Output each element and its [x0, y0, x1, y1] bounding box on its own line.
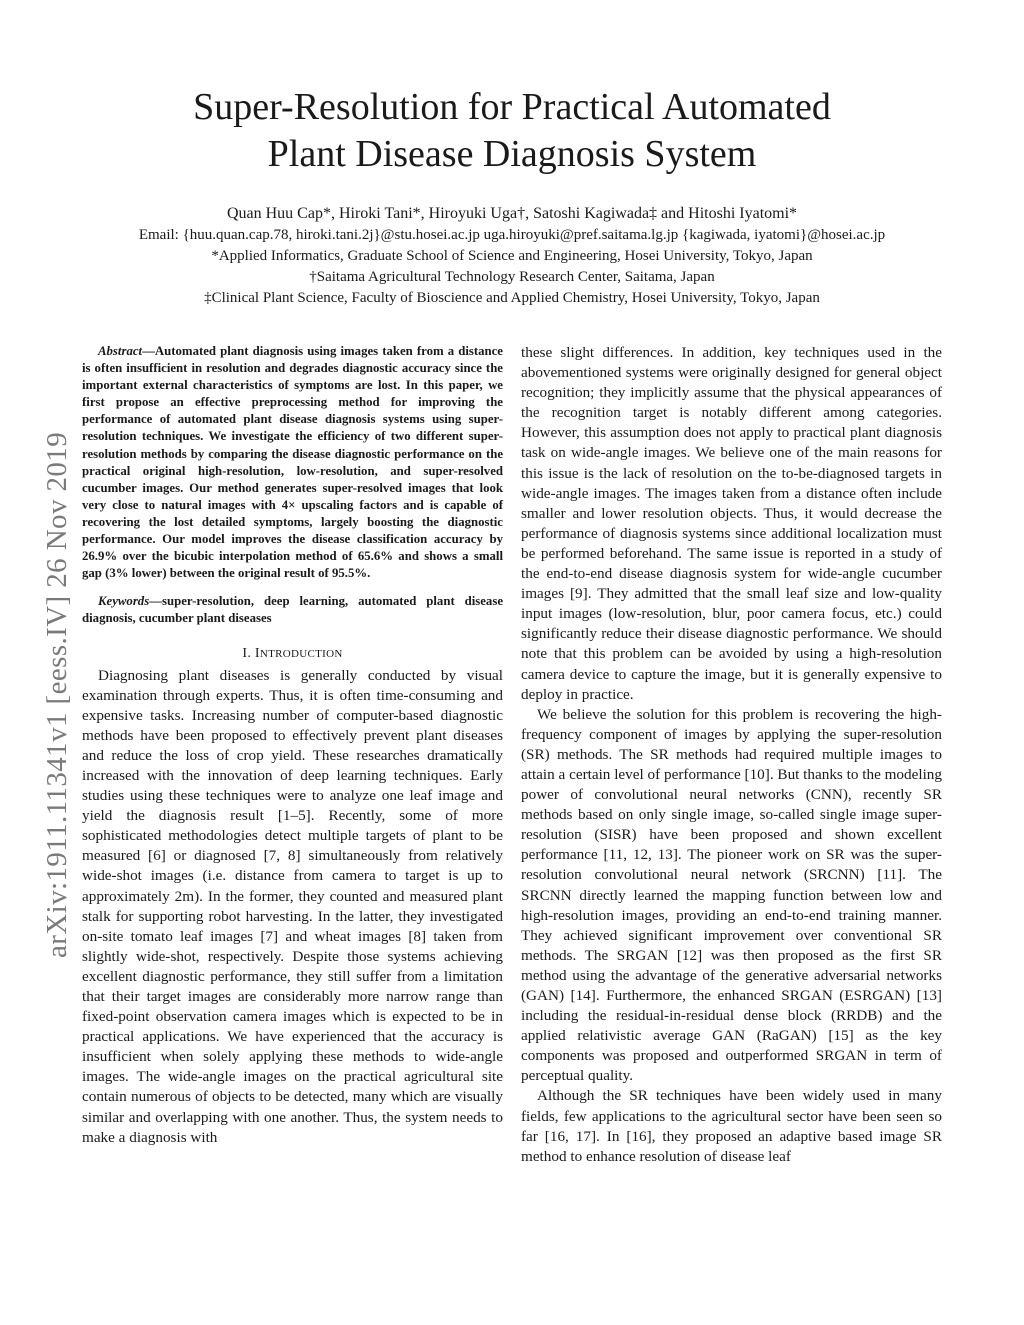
affiliation-2: †Saitama Agricultural Technology Research Center, Saitama, Japan [309, 269, 715, 285]
author-emails: Email: {huu.quan.cap.78, hiroki.tani.2j}@stu.hosei.ac.jp uga.hiroyuki@pref.saitama.lg.jp {kagiwada, iyatomi}@hosei.ac.jp [138, 227, 886, 243]
affiliation-1: *Applied Informatics, Graduate School of Science and Engineering, Hosei University, Tokyo, Japan [211, 248, 813, 264]
paper-title [0, 84, 1024, 178]
intro-paragraph-1: Diagnosing plant diseases is generally conducted by visual examination through experts. Thus, it is often time-consuming and expensive tasks. Increasing number of computer-based diagnostic methods have been proposed to effectively prevent plant diseases and reduce the loss of crop yield. These researches dramatically increased with the innovation of deep learning techniques. Early studies using these techniques were to analyze one leaf image and yield the diagnosis result [1–5]. Recently, some of more sophisticated methodologies detect multiple targets of plant to be measured [6] or diagnosed [7, 8] simultaneously from relatively wide-shot images (i.e. distance from camera to target is up to approximately 2m). In the former, they counted and measured plant stalk for supporting robot harvesting. In the latter, they investigated on-site tomato leaf images [7] and wheat images [8] taken from slightly wide-shot, respectively. Despite those systems achieving excellent diagnostic performance, they still suffer from a limitation that their target images are considerably more narrow range than fixed-point observation camera images which is expected to be in practical applications. We have experienced that the accuracy is insufficient when solely applying these methods to wide-angle images. The wide-angle images on the practical agricultural site contain numerous of objects to be detected, many which are visually similar and overlapping with one another. Thus, the system needs to make a diagnosis with [82, 666, 503, 1146]
section-heading-introduction [82, 646, 503, 662]
right-column [521, 343, 942, 1167]
section-numeral: I. [242, 645, 255, 661]
abstract-text: —Automated plant diagnosis using images taken from a distance is often insufficient in resolution and degrades diagnostic accuracy since the important external characteristics of symptoms are lost. In this paper, we first propose an effective preprocessing method for improving the performance of automated plant disease diagnosis systems using super-resolution techniques. We investigate the efficiency of two different super-resolution methods by comparing the disease diagnostic performance on the practical original high-resolution, low-resolution, and super-resolved cucumber images. Our method generates super-resolved images that look very close to natural images with 4× upscaling factors and is capable of recovering the lost detailed symptoms, largely boosting the diagnostic performance. Our model improves the disease classification accuracy by 26.9% over the bicubic interpolation method of 65.6% and shows a small gap (3% lower) between the original result of 95.5%. [82, 344, 503, 581]
keywords-text: —super-resolution, deep learning, automated plant disease diagnosis, cucumber plant diseases [82, 594, 503, 626]
intro-paragraph-1-cont: these slight differences. In addition, key techniques used in the abovementioned systems were originally designed for general object recognition; they implicitly assume that the physical appearances of the recognition target is notably different among categories. However, this assumption does not apply to practical plant diagnosis task on wide-angle images. We believe one of the main reasons for this issue is the lack of resolution on the to-be-diagnosed targets in wide-angle images. The images taken from a distance often include smaller and lower resolution objects. Thus, it would decrease the performance of diagnosis systems since additional localization must be performed beforehand. The same issue is reported in a study of the end-to-end disease diagnosis system for wide-angle cucumber images [9]. They admitted that the small leaf size and low-quality input images (low-resolution, blur, poor camera focus, etc.) could significantly reduce their disease diagnostic performance. We should note that this problem can be avoided by using a high-resolution camera device to capture the image, but it is generally expensive to deploy in practice. [521, 344, 942, 703]
abstract [82, 343, 503, 582]
title-line-1: Super-Resolution for Practical Automated [193, 86, 831, 128]
keywords-label: Keywords [98, 594, 150, 609]
author-block [0, 203, 1024, 309]
intro-paragraph-3: Although the SR techniques have been widely used in many fields, few applications to the agricultural sector have been seen so far [16, 17]. In [16], they proposed an adaptive based image SR method to enhance resolution of disease leaf [521, 1087, 942, 1165]
affiliation-3: ‡Clinical Plant Science, Faculty of Bioscience and Applied Chemistry, Hosei University, Tokyo, Japan [204, 290, 820, 306]
section-first-letter: I [254, 645, 260, 661]
arxiv-stamp: arXiv:1911.11341v1 [eess.IV] 26 Nov 2019 [41, 431, 73, 958]
left-column [82, 343, 503, 1148]
abstract-label: Abstract [98, 344, 143, 358]
keywords [82, 593, 503, 627]
intro-paragraph-2: We believe the solution for this problem is recovering the high-frequency component of images by applying the super-resolution (SR) methods. The SR methods had required multiple images to attain a certain level of performance [10]. But thanks to the modeling power of convolutional neural networks (CNN), recently SR methods based on only single image, so-called single image super-resolution (SISR) have been proposed and shown excellent performance [11, 12, 13]. The pioneer work on SR was the super-resolution convolutional neural network (SRCNN) [11]. The SRCNN directly learned the mapping function between low and high-resolution images, providing an end-to-end training manner. They achieved significant improvement over conventional SR methods. The SRGAN [12] was then proposed as the first SR method using the advantage of the generative adversarial networks (GAN) [14]. Furthermore, the enhanced SRGAN (ESRGAN) [13] including the residual-in-residual dense block (RRDB) and the applied relativistic average GAN (RaGAN) [15] as the key components was proposed and outperformed SRGAN in term of perceptual quality. [521, 705, 942, 1085]
title-line-2: Plant Disease Diagnosis System [267, 133, 757, 175]
author-names: Quan Huu Cap*, Hiroki Tani*, Hiroyuki Uga†, Satoshi Kagiwada‡ and Hitoshi Iyatomi* [226, 205, 798, 222]
section-title-rest: NTRODUCTION [259, 647, 343, 660]
